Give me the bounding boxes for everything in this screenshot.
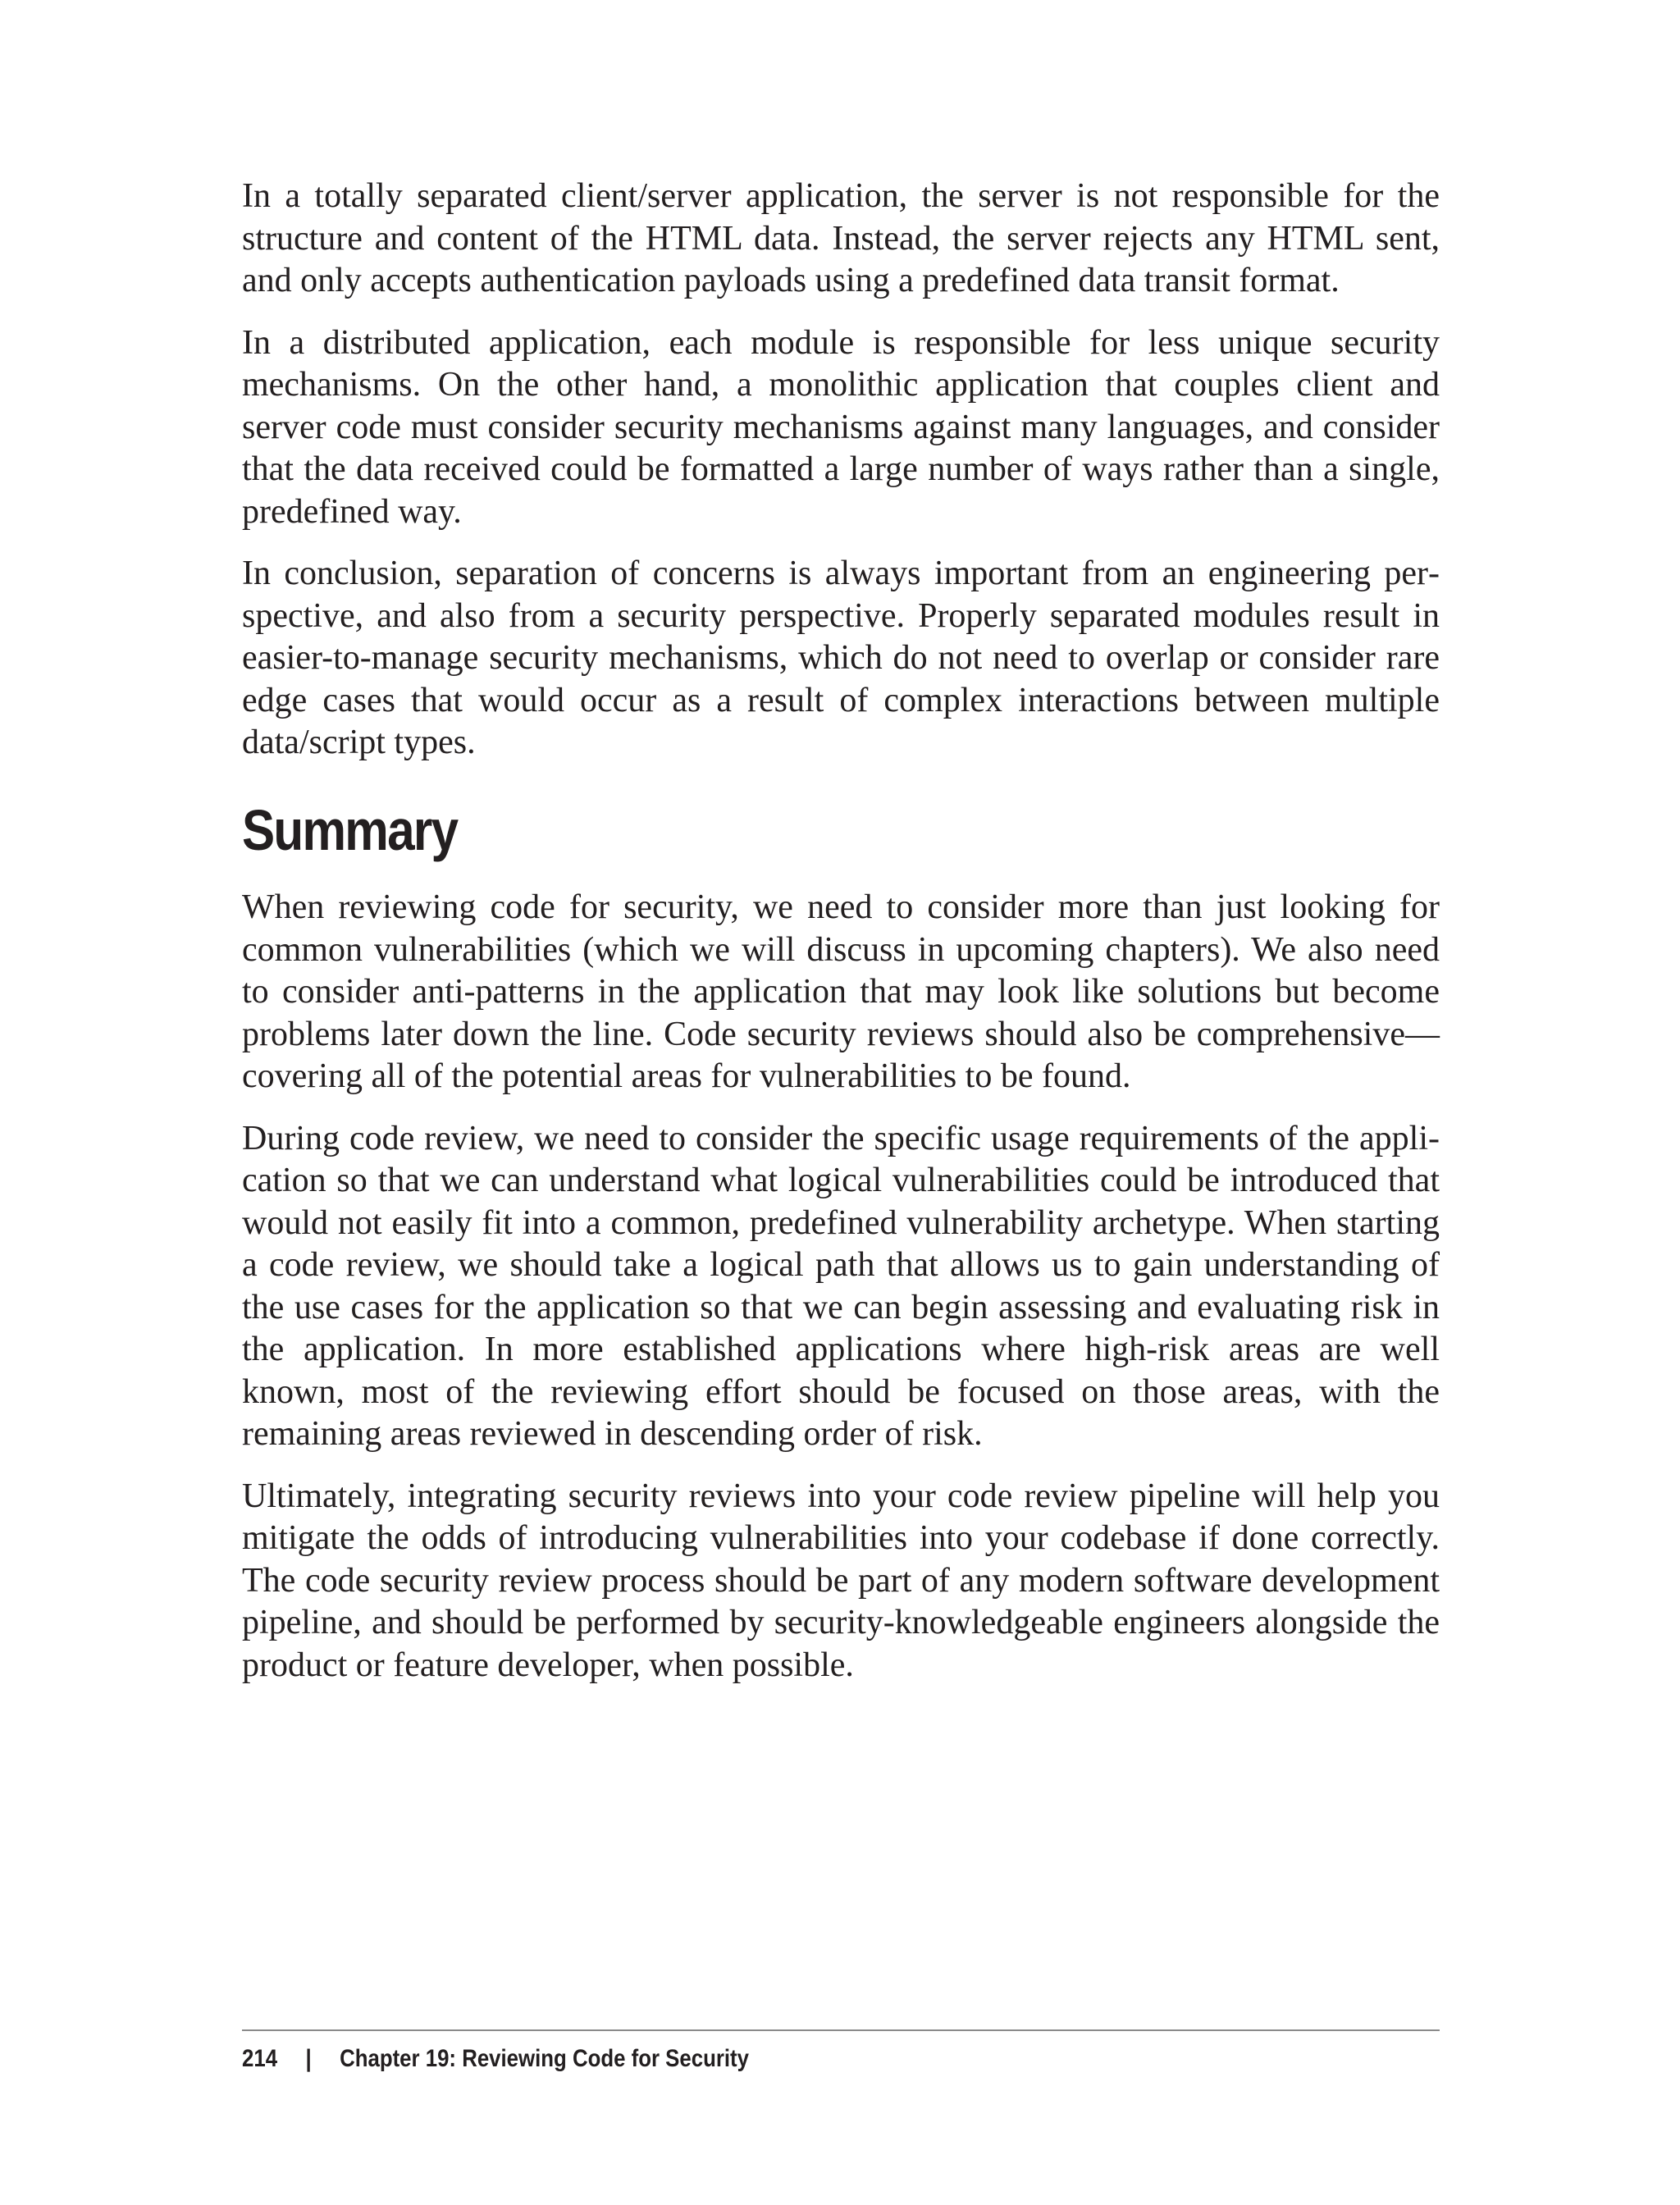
section-heading-summary: Summary (242, 798, 458, 862)
page-number: 214 (242, 2045, 278, 2072)
footer-separator: | (305, 2045, 312, 2072)
paragraph-conclusion: In conclusion, separation of concerns is always important from an engineering perspective, and also from a security perspective. Properly separated modules result in easier-to-manage security mechanisms, which do not need to overlap or consider rare edge cases that would occur as a result of complex interactions between multiple data/script types. (242, 555, 1440, 761)
footer-divider (242, 2029, 1440, 2031)
paragraph-ultimately: Ultimately, integrating security reviews into your code review pipeline will help you mitigate the odds of introducing vulnerabilities into your codebase if done correctly. The code security review process should be part of any modern software development pipeline, and should be performed by security-knowledgeable engineers alongside the product or feature developer, when possible. (242, 1477, 1440, 1684)
page-footer (242, 2041, 749, 2077)
paragraph-client-server: In a totally separated client/server application, the server is not responsible for the structure and content of the HTML data. Instead, the server rejects any HTML sent, and only accepts authentication payloads using a predefined data transit format. (242, 177, 1440, 299)
intro-section (242, 176, 1440, 784)
summary-section (242, 887, 1440, 1706)
chapter-title: Chapter 19: Reviewing Code for Security (340, 2045, 750, 2072)
paragraph-code-review-usage: During code review, we need to consider the specific usage requirements of the application so that we can understand what logical vulnerabilities could be introduced that would not easily fit into a common, predefined vulnerability archetype. When starting a code review, we should take a logical path that allows us to gain understanding of the use cases for the application so that we can begin assessing and evaluating risk in the application. In more established applications where high-risk areas are well known, most of the reviewing effort should be focused on those areas, with the remaining areas reviewed in descending order of risk. (242, 1119, 1440, 1453)
paragraph-summary-intro: When reviewing code for security, we need to consider more than just looking for common vulnerabilities (which we will discuss in upcoming chapters). We also need to consider anti-patterns in the application that may look like solutions but become problems later down the line. Code security reviews should also be comprehensive— covering all of the potential areas for vulnerabilities to be found. (242, 888, 1440, 1095)
paragraph-distributed-application: In a distributed application, each module is responsible for less unique security mechanisms. On the other hand, a monolithic application that couples client and server code must consider security mechanisms against many languages, and consider that the data received could be formatted a large number of ways rather than a single, predefined way. (242, 323, 1440, 531)
